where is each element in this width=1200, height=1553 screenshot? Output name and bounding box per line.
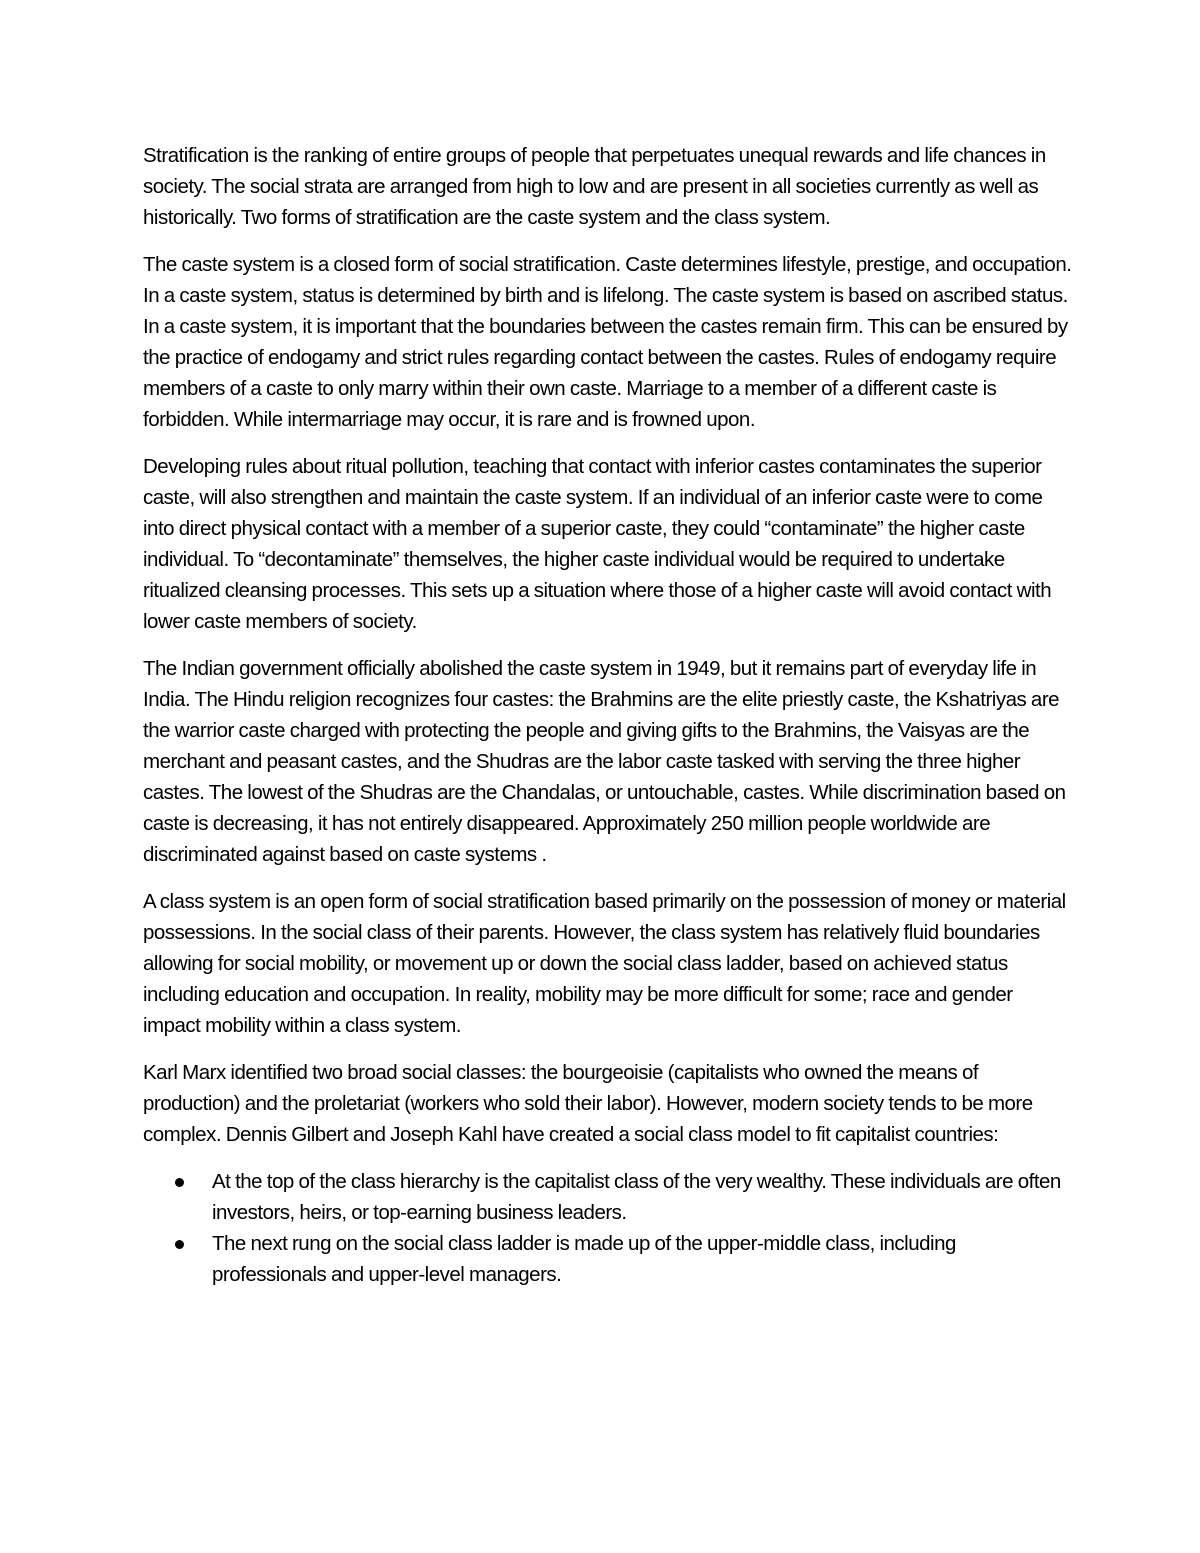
paragraph-ritual-pollution: Developing rules about ritual pollution, teaching that contact with inferior castes contaminates the superior caste, will also strengthen and maintain the caste system. If an individual of an inferior caste were to come into direct physical contact with a member of a superior caste, they could “contaminate” the higher caste individual. To “decontaminate” themselves, the higher caste individual would be required to undertake ritualized cleansing processes. This sets up a situation where those of a higher caste will avoid contact with lower caste members of society. <box>143 455 1052 633</box>
paragraph-marx-classes: Karl Marx identified two broad social classes: the bourgeoisie (capitalists who owned the means of production) and the proletariat (workers who sold their labor). However, modern society tends to be more complex. Dennis Gilbert and Joseph Kahl have created a social class model to fit capitalist countries: <box>143 1061 1033 1146</box>
paragraph-class-system: A class system is an open form of social stratification based primarily on the possession of money or material possessions. In the social class of their parents. However, the class system has relatively fluid boundaries allowing for social mobility, or movement up or down the social class ladder, based on achieved status including education and occupation. In reality, mobility may be more difficult for some; race and gender impact mobility within a class system. <box>143 890 1066 1037</box>
bullet-icon <box>175 1178 184 1187</box>
list-item-text: At the top of the class hierarchy is the capitalist class of the very wealthy. These individuals are often investors, heirs, or top-earning business leaders. <box>212 1170 1061 1224</box>
document-body <box>143 140 1073 1290</box>
class-hierarchy-list <box>143 1166 1073 1290</box>
paragraph-indian-castes: The Indian government officially abolished the caste system in 1949, but it remains part of everyday life in India. The Hindu religion recognizes four castes: the Brahmins are the elite priestly caste, the Kshatriyas are the warrior caste charged with protecting the people and giving gifts to the Brahmins, the Vaisyas are the merchant and peasant castes, and the Shudras are the labor caste tasked with serving the three higher castes. The lowest of the Shudras are the Chandalas, or untouchable, castes. While discrimination based on caste is decreasing, it has not entirely disappeared. Approximately 250 million people worldwide are discriminated against based on caste systems . <box>143 657 1066 866</box>
list-item <box>143 1228 1073 1290</box>
list-item-text: The next rung on the social class ladder is made up of the upper-middle class, including professionals and upper-level managers. <box>212 1232 956 1286</box>
paragraph-caste-system: The caste system is a closed form of social stratification. Caste determines lifestyle, prestige, and occupation. In a caste system, status is determined by birth and is lifelong. The caste system is based on ascribed status. In a caste system, it is important that the boundaries between the castes remain firm. This can be ensured by the practice of endogamy and strict rules regarding contact between the castes. Rules of endogamy require members of a caste to only marry within their own caste. Marriage to a member of a different caste is forbidden. While intermarriage may occur, it is rare and is frowned upon. <box>143 253 1072 431</box>
list-item <box>143 1166 1073 1228</box>
bullet-icon <box>175 1240 184 1249</box>
paragraph-stratification-intro: Stratification is the ranking of entire groups of people that perpetuates unequal rewards and life chances in society. The social strata are arranged from high to low and are present in all societies currently as well as historically. Two forms of stratification are the caste system and the class system. <box>143 144 1046 229</box>
